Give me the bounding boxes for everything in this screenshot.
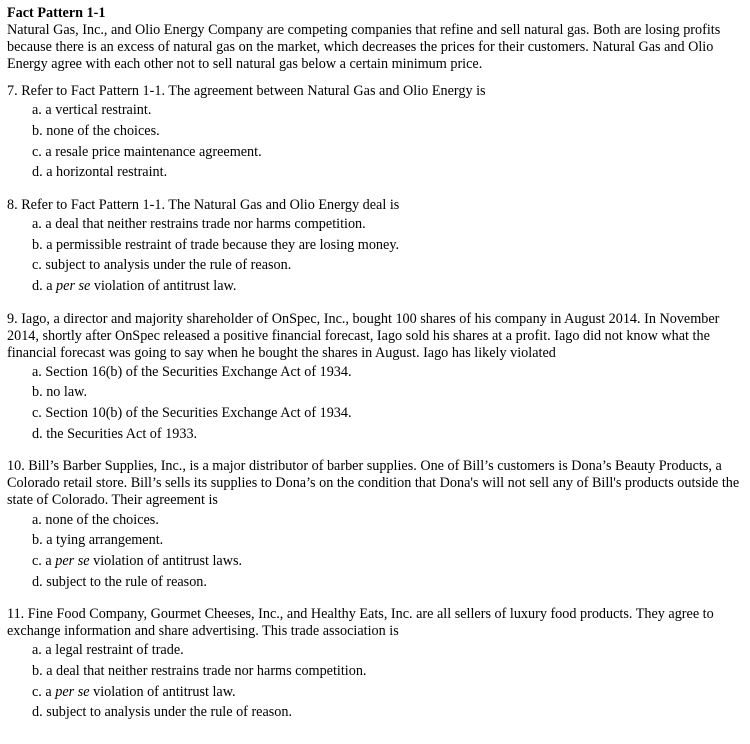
option-letter: d.: [32, 573, 43, 590]
option-letter: b.: [32, 532, 43, 549]
option-text: a deal that neither restrains trade nor harms competition.: [45, 216, 366, 233]
answer-option: [32, 100, 742, 121]
option-letter: b.: [32, 662, 43, 679]
spacer: [7, 444, 742, 458]
option-letter: a.: [32, 363, 42, 380]
option-text: a deal that neither restrains trade nor harms competition.: [46, 662, 367, 679]
option-letter: c.: [32, 405, 42, 422]
option-text: a legal restraint of trade.: [45, 642, 184, 659]
option-letter: c.: [32, 143, 42, 160]
option-italic-text: per se: [56, 278, 91, 295]
option-italic-text: per se: [55, 552, 90, 569]
answer-option: [32, 702, 742, 723]
answer-option: [32, 530, 742, 551]
option-text: a tying arrangement.: [46, 532, 164, 549]
option-letter: a.: [32, 642, 42, 659]
answer-option: [32, 214, 742, 235]
option-text: a: [46, 278, 57, 295]
answer-option: [32, 382, 742, 403]
option-letter: c.: [32, 257, 42, 274]
answer-option: [32, 403, 742, 424]
option-letter: d.: [32, 164, 43, 181]
question-block: [7, 606, 742, 723]
option-text: Section 16(b) of the Securities Exchange Act of 1934.: [45, 363, 352, 380]
spacer: [7, 73, 742, 83]
option-text-continued: violation of antitrust law.: [90, 278, 237, 295]
spacer: [7, 297, 742, 311]
answer-option: [32, 141, 742, 162]
question-stem: 10. Bill’s Barber Supplies, Inc., is a major distributor of barber supplies. One of Bill’s customers is Dona’s Beauty Products, a Colorado retail store. Bill’s sells its supplies to Dona’s on the condition that Dona's will not sell any of Bill's products outside the state of Colorado. Their agreement is: [7, 458, 740, 509]
option-text: a vertical restraint.: [45, 102, 152, 119]
answer-options: [7, 100, 742, 183]
option-text: subject to analysis under the rule of reason.: [45, 257, 292, 274]
answer-option: [32, 162, 742, 183]
option-text: a horizontal restraint.: [46, 164, 168, 181]
question-block: [7, 83, 742, 183]
question-stem: 9. Iago, a director and majority shareholder of OnSpec, Inc., bought 100 shares of his company in August 2014. In November 2014, shortly after OnSpec released a positive financial forecast, Iago sold his shares at a profit. Iago did not know what the financial forecast was going to say when he bought the shares in August. Iago has likely violated: [7, 310, 720, 361]
fact-pattern-text: Natural Gas, Inc., and Olio Energy Company are competing companies that refine and sell natural gas. Both are losing profits because there is an excess of natural gas on the market, which decreases the prices for their customers. Natural Gas and Olio Energy agree with each other not to sell natural gas below a certain minimum price.: [7, 22, 721, 72]
option-text: no law.: [46, 384, 88, 401]
answer-options: [7, 509, 742, 592]
option-text: a resale price maintenance agreement.: [45, 143, 262, 160]
option-text: none of the choices.: [45, 511, 159, 528]
option-text: none of the choices.: [46, 122, 160, 139]
question-stem: 8. Refer to Fact Pattern 1-1. The Natural Gas and Olio Energy deal is: [7, 196, 400, 213]
option-letter: b.: [32, 236, 43, 253]
answer-option: [32, 276, 742, 297]
option-letter: b.: [32, 384, 43, 401]
option-text: subject to analysis under the rule of reason.: [46, 704, 293, 721]
option-letter: b.: [32, 122, 43, 139]
answer-option: [32, 234, 742, 255]
option-text: a permissible restraint of trade because they are losing money.: [46, 236, 400, 253]
answer-options: [7, 214, 742, 297]
option-letter: d.: [32, 425, 43, 442]
answer-options: [7, 640, 742, 723]
answer-option: [32, 509, 742, 530]
question-block: [7, 197, 742, 297]
option-letter: d.: [32, 704, 43, 721]
option-italic-text: per se: [55, 683, 90, 700]
answer-option: [32, 640, 742, 661]
answer-option: [32, 255, 742, 276]
option-letter: a.: [32, 102, 42, 119]
option-letter: d.: [32, 278, 43, 295]
option-text: a: [45, 683, 56, 700]
question-stem: 7. Refer to Fact Pattern 1-1. The agreement between Natural Gas and Olio Energy is: [7, 83, 486, 99]
option-letter: c.: [32, 683, 42, 700]
option-text: a: [45, 552, 56, 569]
option-text: Section 10(b) of the Securities Exchange Act of 1934.: [45, 405, 352, 422]
option-letter: a.: [32, 216, 42, 233]
answer-option: [32, 121, 742, 142]
answer-options: [7, 362, 742, 445]
question-stem: 11. Fine Food Company, Gourmet Cheeses, Inc., and Healthy Eats, Inc. are all sellers of luxury food products. They agree to exchange information and share advertising. This trade association is: [7, 606, 714, 639]
option-text-continued: violation of antitrust law.: [89, 683, 236, 700]
answer-option: [32, 661, 742, 682]
answer-option: [32, 681, 742, 702]
questions-list: [7, 83, 742, 723]
option-text-continued: violation of antitrust laws.: [89, 552, 243, 569]
spacer: [7, 183, 742, 197]
question-block: [7, 458, 742, 592]
option-text: the Securities Act of 1933.: [46, 425, 198, 442]
answer-option: [32, 362, 742, 383]
answer-option: [32, 551, 742, 572]
answer-option: [32, 571, 742, 592]
option-letter: c.: [32, 552, 42, 569]
answer-option: [32, 424, 742, 445]
question-block: [7, 311, 742, 445]
option-text: subject to the rule of reason.: [46, 573, 207, 590]
fact-pattern-title: Fact Pattern 1-1: [7, 5, 106, 21]
spacer: [7, 592, 742, 606]
option-letter: a.: [32, 511, 42, 528]
